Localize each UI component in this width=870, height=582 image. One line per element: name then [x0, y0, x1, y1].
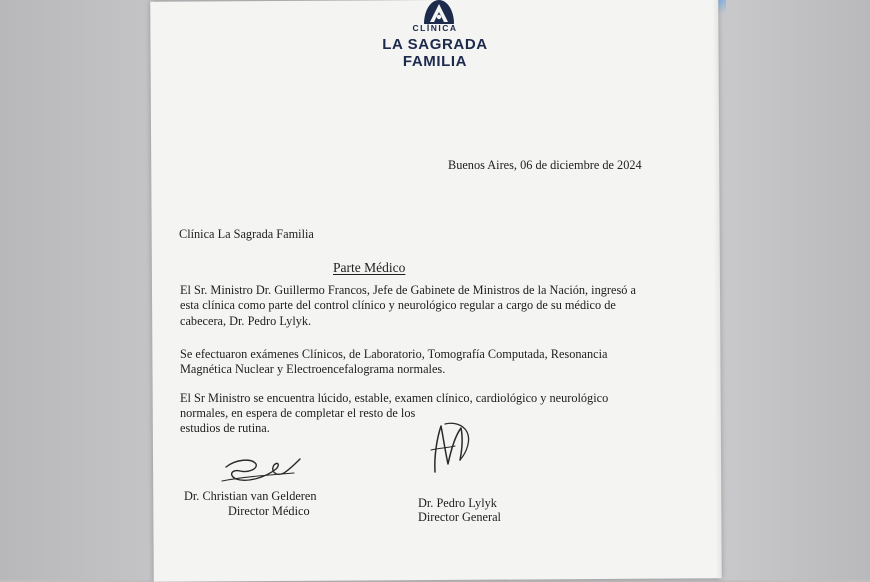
place-date: Buenos Aires, 06 de diciembre de 2024	[448, 158, 642, 172]
signatory-1-name: Dr. Christian van Gelderen	[184, 489, 317, 503]
addressee: Clínica La Sagrada Familia	[179, 227, 314, 241]
paragraph-3-line-3: estudios de rutina.	[180, 421, 270, 435]
background-right	[718, 0, 870, 580]
paragraph-2-line-2: Magnética Nuclear y Electroencefalograma normales.	[180, 362, 446, 376]
signatory-1-role: Director Médico	[228, 504, 310, 518]
background-left	[0, 0, 155, 580]
paragraph-1-line-3: cabecera, Dr. Pedro Lylyk.	[180, 314, 312, 328]
logo-text-clinica: CLÍNICA	[412, 23, 458, 33]
paragraph-2-line-1: Se efectuaron exámenes Clínicos, de Laboratorio, Tomografía Computada, Resonancia	[180, 347, 608, 361]
paragraph-1-line-2: esta clínica como parte del control clínico y neurológico regular a cargo de su médico de	[180, 298, 616, 312]
logo-text-line1: LA SAGRADA	[382, 36, 488, 53]
signatory-2-name: Dr. Pedro Lylyk	[418, 496, 497, 510]
document-title: Parte Médico	[333, 260, 406, 275]
paragraph-3-line-2: normales, en espera de completar el resto de los	[180, 406, 416, 420]
signatory-2-role: Director General	[418, 510, 501, 524]
paragraph-3-line-1: El Sr Ministro se encuentra lúcido, estable, examen clínico, cardiológico y neurológico	[180, 391, 609, 405]
signature-lylyk	[425, 420, 473, 476]
signature-van-gelderen	[218, 455, 304, 485]
paragraph-1-line-1: El Sr. Ministro Dr. Guillermo Francos, Jefe de Gabinete de Ministros de la Nación, ingresó a	[180, 283, 636, 297]
clinic-logo-icon	[415, 0, 463, 24]
logo-text-line2: FAMILIA	[402, 53, 468, 70]
